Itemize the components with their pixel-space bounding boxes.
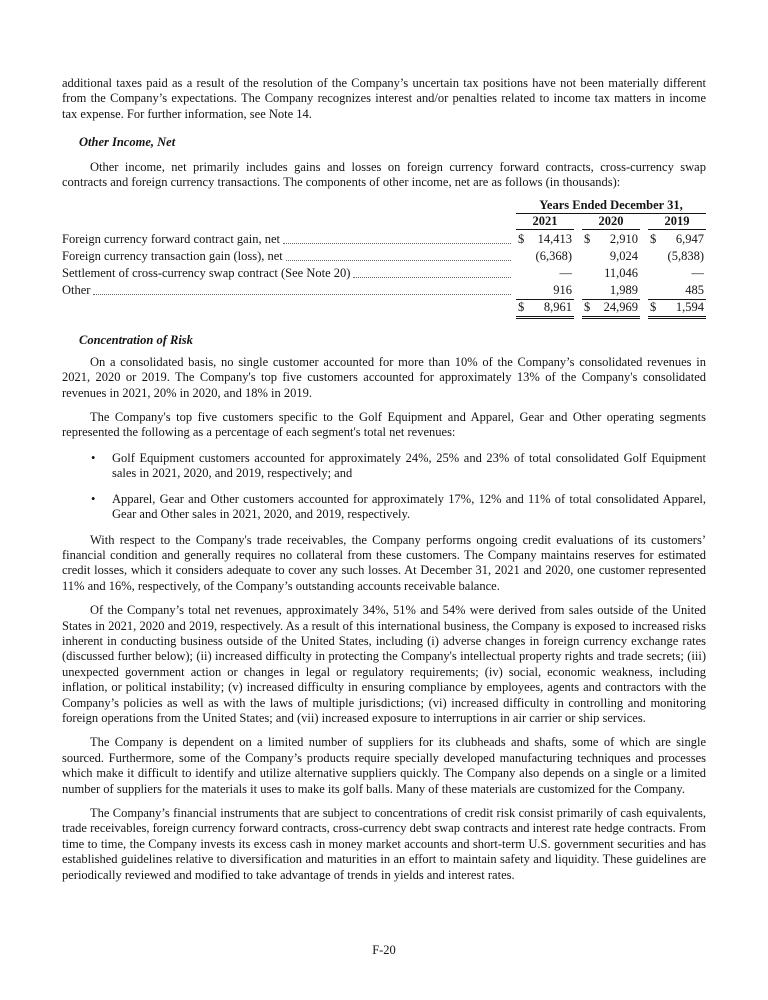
cell-2020: 11,046 [604,266,638,281]
table-year-header-row [62,214,706,230]
cell-2019: $ 6,947 [650,232,704,247]
heading-concentration-of-risk: Concentration of Risk [79,333,193,348]
table-row-forward-contract [62,230,706,247]
dollar-sign: $ [518,300,525,315]
financial-instruments-paragraph: The Company’s financial instruments that are subject to concentrations of credit risk consist primarily of cash equivalents, trade receivables, foreign currency forward contracts, cross-currency debt swap contracts and interest rate hedge contracts. From time to time, the Company invests its excess cash in money market accounts and short-term U.S. government securities and has established guidelines relative to diversification and maturities in an effort to maintain safety and liquidity. These guidelines are periodically reviewed and modified to take advantage of trends in yields and interest rates. [62,806,706,882]
dollar-sign: $ [584,232,591,247]
segments-paragraph: The Company's top five customers specific to the Golf Equipment and Apparel, Gear and Other operating segments represented the following as a percentage of each segment's total net revenues: [62,410,706,440]
row-label: Foreign currency forward contract gain, net [62,232,280,247]
dot-leader [286,260,511,261]
row-label: Foreign currency transaction gain (loss), net [62,249,283,264]
cell-2021: — [559,266,572,281]
total-cell-2021: $ 8,961 [516,299,574,319]
customers-paragraph: On a consolidated basis, no single customer accounted for more than 10% of the Company’s consolidated revenues in 2021, 2020 or 2019. The Company's top five customers accounted for approximately 13% of the Company's consolidated revenues in 2021, 20% in 2020, and 18% in 2019. [62,354,706,400]
dot-leader [93,294,511,295]
dollar-sign: $ [518,232,525,247]
table-period-header-row [62,198,706,214]
total-cell-2020: $ 24,969 [582,299,640,319]
heading-other-income-net: Other Income, Net [79,135,176,150]
total-cell-2019: $ 1,594 [648,299,706,319]
cell-2019: (5,838) [667,249,704,264]
other-income-table [62,198,706,319]
bullet-icon: • [91,450,96,465]
table-row-other [62,281,706,298]
bullet-text: Golf Equipment customers accounted for approximately 24%, 25% and 23% of total consolidated Golf Equipment sales in 2021, 2020, and 2019, respectively; and [112,450,706,481]
cell-2020: $ 2,910 [584,232,638,247]
table-period-header: Years Ended December 31, [516,198,706,214]
suppliers-paragraph: The Company is dependent on a limited number of suppliers for its clubheads and shafts, some of which are single sourced. Furthermore, some of the Company’s products require specially developed manufacturing techniques and processes which make it difficult to identify and utilize alternative suppliers quickly. The Company also depends on a single or a limited number of suppliers for the materials it uses to make its golf balls. Many of these materials are customized for the Company. [62,735,706,796]
cell-2020: 1,989 [609,283,638,298]
bullet-text: Apparel, Gear and Other customers accounted for approximately 17%, 12% and 11% of total consolidated Apparel, Gear and Other sales in 2021, 2020, and 2019, respectively. [112,491,706,522]
table-row-transaction-gain-loss [62,247,706,264]
bullet-golf-equipment [62,451,706,482]
row-label: Settlement of cross-currency swap contract (See Note 20) [62,266,351,281]
cell-2019: 485 [685,283,704,298]
cell-2021: (6,368) [535,249,572,264]
dot-leader [283,243,511,244]
receivables-paragraph: With respect to the Company's trade receivables, the Company performs ongoing credit evaluations of its customers’ financial condition and generally requires no collateral from these customers. The Company maintains reserves for estimated credit losses, which it considers adequate to cover any such losses. At December 31, 2021 and 2020, one customer represented 11% and 16%, respectively, of the Company’s outstanding accounts receivable balance. [62,532,706,593]
bullet-icon: • [91,491,96,506]
cell-2020: 9,024 [609,249,638,264]
table-row-swap-settlement [62,264,706,281]
dot-leader [353,277,511,278]
other-income-paragraph: Other income, net primarily includes gains and losses on foreign currency forward contracts, cross-currency swap contracts and foreign currency transactions. The components of other income, net are as follows (in thousands): [62,159,706,190]
dollar-sign: $ [650,300,657,315]
year-column-2019: 2019 [648,214,706,230]
intro-paragraph: additional taxes paid as a result of the resolution of the Company’s uncertain tax positions have not been materially different from the Company’s expectations. The Company recognizes interest and/or penalties related to income tax matters in income tax expense. For further information, see Note 14. [62,76,706,121]
year-column-2020: 2020 [582,214,640,230]
dollar-sign: $ [650,232,657,247]
cell-2021: 916 [553,283,572,298]
dollar-sign: $ [584,300,591,315]
international-paragraph: Of the Company’s total net revenues, approximately 34%, 51% and 54% were derived from sales outside of the United States in 2021, 2020 and 2019, respectively. As a result of this international business, the Company is exposed to increased risks inherent in conducting business outside of the United States, including (i) adverse changes in foreign currency exchange rates (discussed further below); (ii) increased difficulty in protecting the Company's intellectual property rights and trade secrets; (iii) unexpected government action or changes in legal or regulatory requirements; (iv) social, economic weakness, including inflation, or political instability; (v) increased difficulty in ensuring compliance by employees, agents and contractors with the Company’s policies as well as with the laws of multiple jurisdictions; (vi) increased difficulty in controlling and monitoring foreign operations from the United States; and (vii) increased exposure to interruptions in air carrier or ship services. [62,603,706,725]
row-label: Other [62,283,91,298]
cell-2019: — [691,266,704,281]
page-number: F-20 [372,943,396,957]
cell-2021: $ 14,413 [518,232,572,247]
table-total-row [62,298,706,319]
year-column-2021: 2021 [516,214,574,230]
bullet-apparel-gear-other [62,492,706,523]
